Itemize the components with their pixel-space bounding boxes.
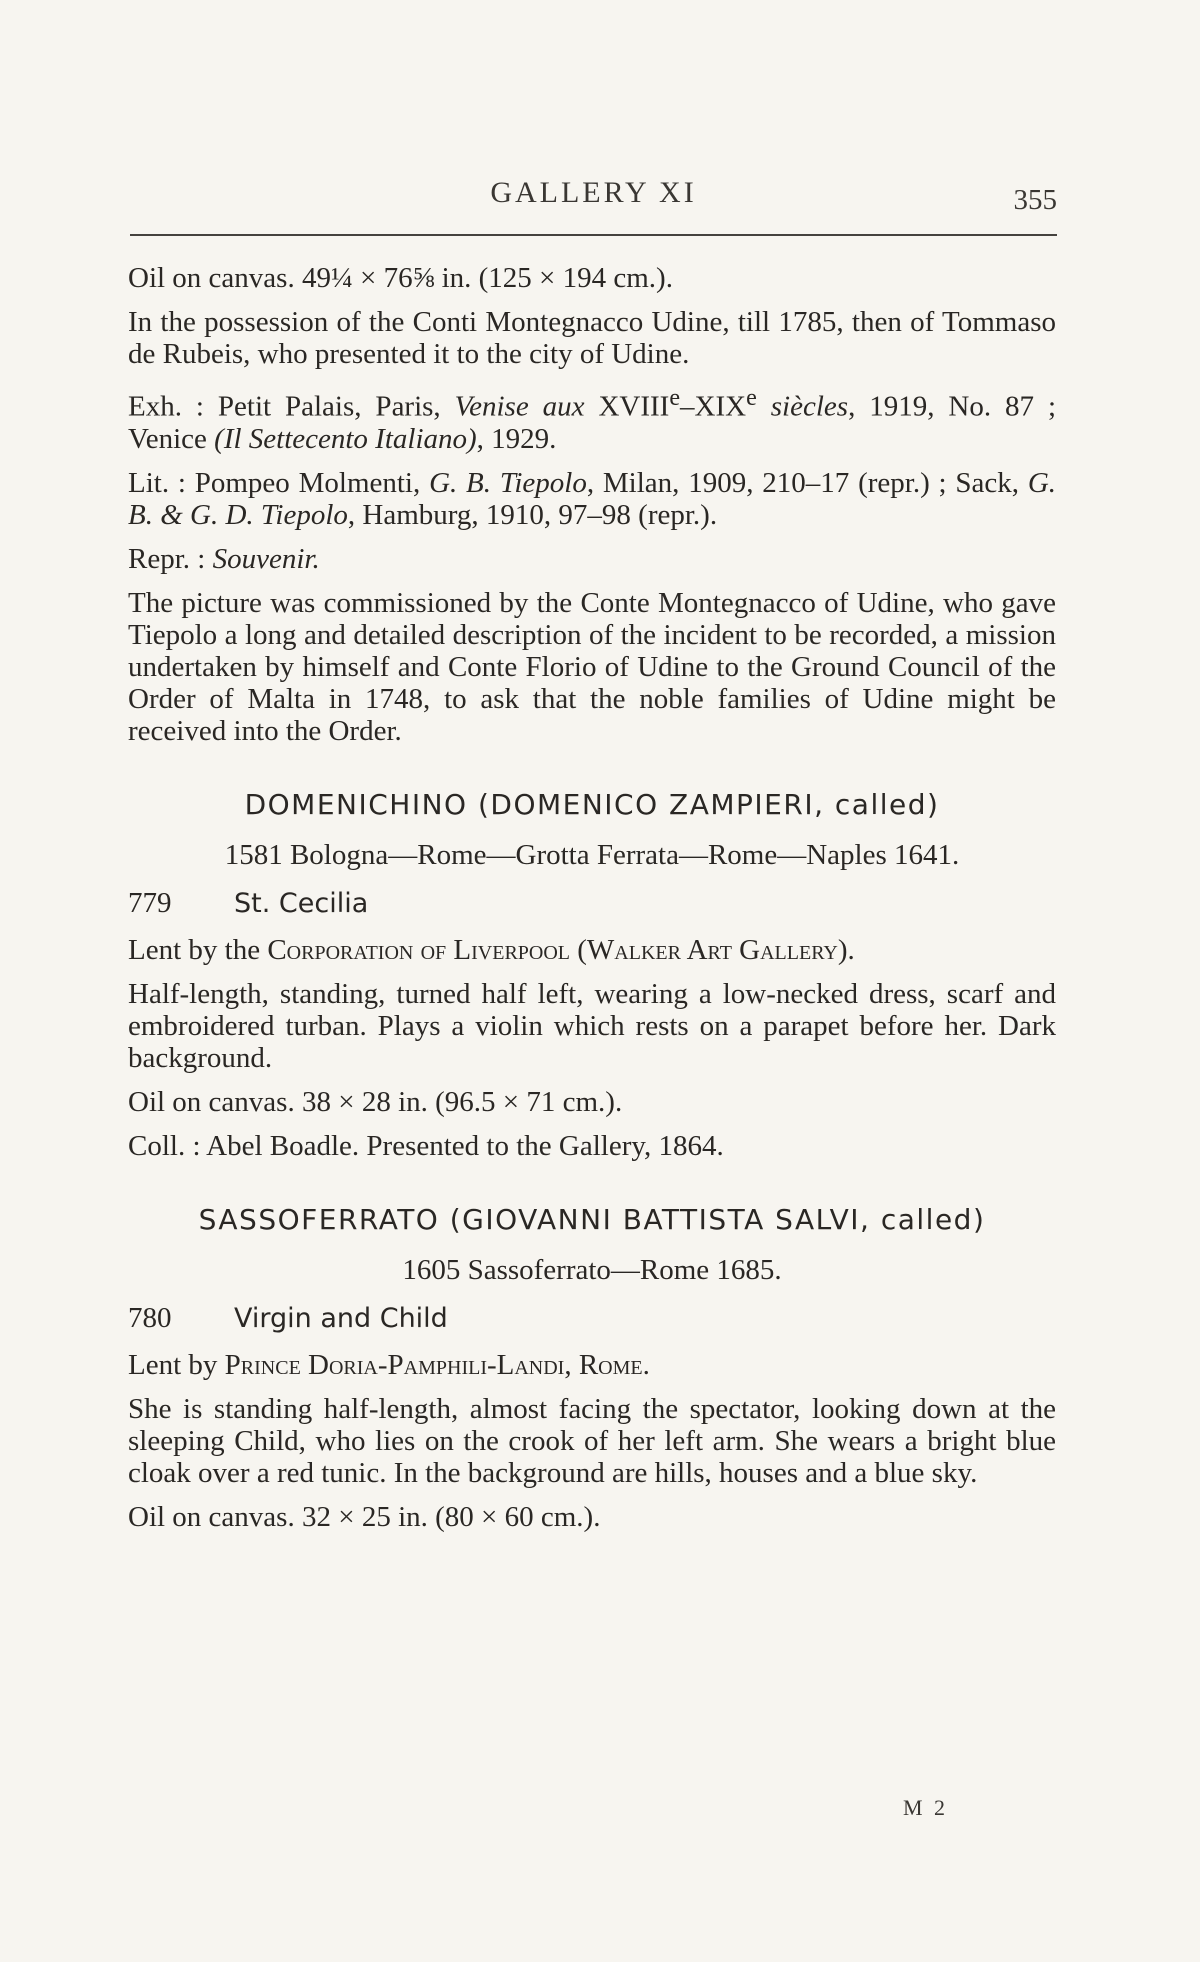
century-roman: XVIII	[598, 390, 670, 423]
exhibition-details: , 1919, No. 87 ; Venice	[128, 390, 1057, 455]
work-title: Virgin and Child	[234, 1302, 448, 1334]
signature-mark: M 2	[903, 1795, 949, 1820]
lender-prefix: Lent by the	[128, 933, 261, 966]
literature-label: Lit. :	[128, 466, 186, 499]
page-header	[130, 176, 1057, 236]
exhibition-label: Exh. :	[128, 390, 204, 423]
exhibition-venue: Petit Palais, Paris,	[217, 390, 441, 423]
collection: Coll. : Abel Boadle. Presented to the Gallery, 1864.	[128, 1129, 724, 1162]
century-dash: –	[680, 390, 695, 423]
exhibition-title-2: (Il Settecento Italiano)	[214, 422, 477, 455]
description: The picture was commissioned by the Conte Montegnacco of Udine, who gave Tiepolo a long and detailed description of the incident to be recorded, a mission undertaken by himself and Conte Florio of Udine to the Ground Council of the Order of Malta in 1748, to ask that the noble families of Udine might be received into the Order.	[128, 586, 1056, 747]
century-superscript-2: e	[746, 384, 757, 411]
exhibition-history	[128, 382, 1056, 455]
literature-author-1: Pompeo Molmenti,	[194, 466, 421, 499]
exhibition-title-end: siècles	[770, 390, 849, 423]
century-superscript: e	[669, 384, 681, 411]
medium-dimensions: Oil on canvas. 49¼ × 76⅝ in. (125 × 194 cm.).	[128, 262, 673, 294]
work-heading	[128, 1302, 1056, 1335]
lender-name: Prince Doria-Pamphili-Landi, Rome.	[224, 1348, 650, 1381]
century-roman-2: XIX	[694, 390, 747, 423]
literature-details-2: , Hamburg, 1910, 97–98 (repr.).	[347, 498, 718, 531]
work-heading	[128, 887, 1056, 920]
lender	[128, 934, 1056, 966]
page-number: 355	[1013, 184, 1057, 216]
exhibition-title: Venise aux	[454, 390, 585, 423]
lender-prefix: Lent by	[128, 1348, 218, 1381]
lender	[128, 1349, 1056, 1381]
reproduction-value: Souvenir.	[212, 542, 320, 575]
literature	[128, 467, 1056, 531]
artist-dates: 1605 Sassoferrato—Rome 1685.	[402, 1253, 782, 1286]
catalogue-number: 780	[128, 1301, 172, 1334]
reproduction-label: Repr. :	[128, 542, 206, 575]
reproduction	[128, 543, 1056, 575]
work-title: St. Cecilia	[234, 887, 369, 919]
artist-heading: DOMENICHINO (DOMENICO ZAMPIERI, called)	[244, 787, 940, 821]
medium-dimensions: Oil on canvas. 32 × 25 in. (80 × 60 cm.).	[128, 1500, 601, 1533]
artist-dates: 1581 Bologna—Rome—Grotta Ferrata—Rome—Naples 1641.	[224, 838, 960, 871]
page-body	[128, 262, 1056, 1545]
provenance: In the possession of the Conti Montegnacco Udine, till 1785, then of Tommaso de Rubeis, who presented it to the city of Udine.	[128, 306, 1056, 370]
header-rule	[130, 234, 1057, 236]
medium-dimensions: Oil on canvas. 38 × 28 in. (96.5 × 71 cm.).	[128, 1085, 623, 1118]
running-head: GALLERY XI	[490, 176, 697, 209]
exhibition-year: , 1929.	[476, 422, 557, 455]
catalogue-number: 779	[128, 886, 172, 919]
literature-details-1: , Milan, 1909, 210–17 (repr.) ; Sack,	[586, 466, 1020, 499]
lender-name: Corporation of Liverpool (Walker Art Gallery).	[267, 933, 855, 966]
work-description: She is standing half-length, almost facing the spectator, looking down at the sleeping Child, who lies on the crook of her left arm. She wears a bright blue cloak over a red tunic. In the background are hills, houses and a blue sky.	[128, 1392, 1056, 1489]
literature-title-2: G. B. & G. D. Tiepolo	[128, 466, 1057, 531]
work-description: Half-length, standing, turned half left, wearing a low-necked dress, scarf and embroidered turban. Plays a violin which rests on a parapet before her. Dark background.	[128, 977, 1056, 1074]
artist-heading: SASSOFERRATO (GIOVANNI BATTISTA SALVI, called)	[198, 1202, 986, 1236]
literature-title-1: G. B. Tiepolo	[429, 466, 587, 499]
